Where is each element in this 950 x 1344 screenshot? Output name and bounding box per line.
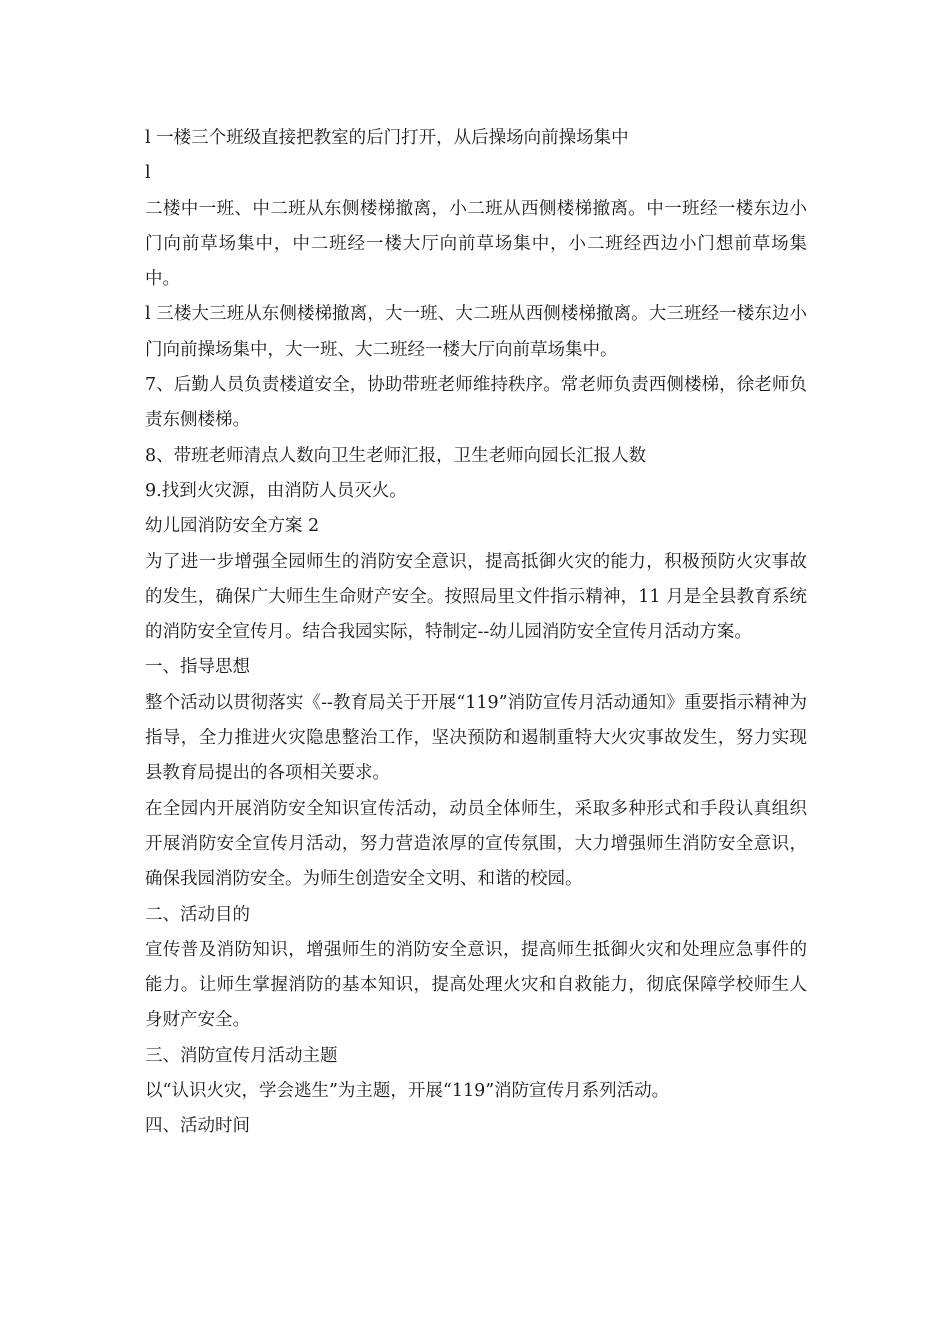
heading-activity-theme: 三、消防宣传月活动主题 xyxy=(145,1045,338,1066)
paragraph-item-9: 9.找到火灾源，由消防人员灭火。 xyxy=(145,480,407,501)
paragraph-item-8: 8、带班老师清点人数向卫生老师汇报，卫生老师向园长汇报人数 xyxy=(145,445,647,466)
heading-activity-time: 四、活动时间 xyxy=(145,1116,250,1137)
paragraph-bullet-marker: l xyxy=(145,163,151,184)
heading-activity-purpose: 二、活动目的 xyxy=(145,904,250,925)
paragraph-activity-theme: 以“认识火灾，学会逃生”为主题，开展“119”消防宣传月系列活动。 xyxy=(145,1081,670,1102)
document-body xyxy=(145,121,807,1145)
paragraph-guiding-ideology: 整个活动以贯彻落实《--教育局关于开展“119”消防宣传月活动通知》重要指示精神为指导，全力推进火灾隐患整治工作，坚决预防和遏制重特大火灾事故发生，努力实现县教育局提出的各项相关要求。 xyxy=(145,692,807,784)
paragraph-first-floor: l 一楼三个班级直接把教室的后门打开，从后操场向前操场集中 xyxy=(145,128,629,148)
paragraph-item-7: 7、后勤人员负责楼道安全，协助带班老师维持秩序。常老师负责西侧楼梯，徐老师负责东侧楼梯。 xyxy=(145,375,807,431)
paragraph-second-floor: 二楼中一班、中二班从东侧楼梯撤离，小二班从西侧楼梯撤离。中一班经一楼东边小门向前草场集中，中二班经一楼大厅向前草场集中，小二班经西边小门想前草场集中。 xyxy=(145,198,807,290)
paragraph-intro: 为了进一步增强全园师生的消防安全意识，提高抵御火灾的能力，积极预防火灾事故的发生，确保广大师生生命财产安全。按照局里文件指示精神，11 月是全县教育系统的消防安全宣传月。结合我园实际，特制定--幼儿园消防安全宣传月活动方案。 xyxy=(145,551,807,643)
paragraph-third-floor: l 三楼大三班从东侧楼梯撤离，大一班、大二班从西侧楼梯撤离。大三班经一楼东边小门向前操场集中，大一班、大二班经一楼大厅向前草场集中。 xyxy=(145,304,807,360)
section-title-plan-2: 幼儿园消防安全方案 2 xyxy=(145,516,320,537)
paragraph-activity-purpose: 宣传普及消防知识，增强师生的消防安全意识，提高师生抵御火灾和处理应急事件的能力。让师生掌握消防的基本知识，提高处理火灾和自救能力，彻底保障学校师生人身财产安全。 xyxy=(145,939,807,1031)
paragraph-campus-activity: 在全园内开展消防安全知识宣传活动，动员全体师生，采取多种形式和手段认真组织开展消防安全宣传月活动，努力营造浓厚的宣传氛围，大力增强师生消防安全意识，确保我园消防安全。为师生创造安全文明、和谐的校园。 xyxy=(145,798,807,890)
heading-guiding-ideology: 一、指导思想 xyxy=(145,657,250,678)
